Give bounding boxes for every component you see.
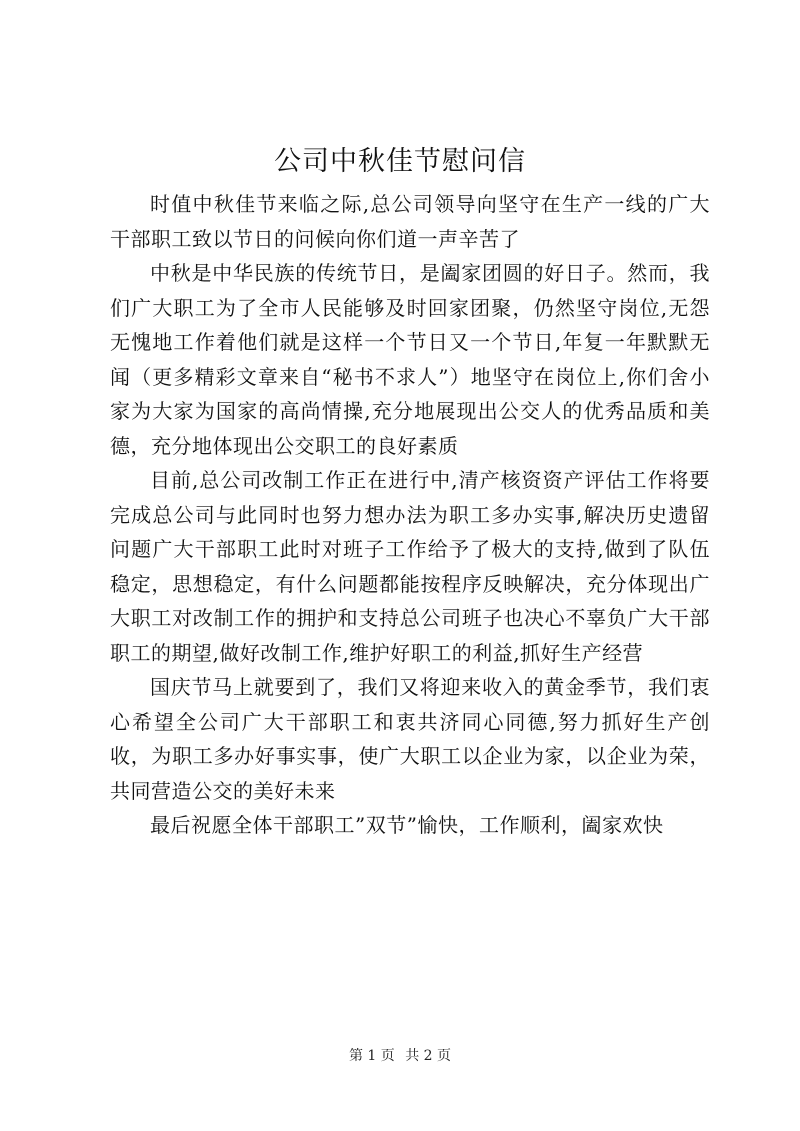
page-number: 第 1 页 xyxy=(348,1048,395,1064)
paragraph-greeting: 时值中秋佳节来临之际,总公司领导向坚守在生产一线的广大干部职工致以节日的问候向你们道一声辛苦了 xyxy=(110,192,710,251)
paragraph-mid-autumn: 中秋是中华民族的传统节日，是阖家团圆的好日子。然而，我们广大职工为了全市人民能够及时回家团聚，仍然坚守岗位,无怨无愧地工作着他们就是这样一个节日又一个节日,年复一年默默无闻（更多精彩文章来自“秘书不求人”）地坚守在岗位上,你们舍小家为大家为国家的高尚情操,充分地展现出公交人的优秀品质和美德，充分地体现出公交职工的良好素质 xyxy=(110,261,710,458)
paragraph-closing-wish: 最后祝愿全体干部职工”双节”愉快，工作顺利，阖家欢快 xyxy=(150,813,664,837)
paragraph-national-day: 国庆节马上就要到了，我们又将迎来收入的黄金季节，我们衷心希望全公司广大干部职工和衷共济同心同德,努力抓好生产创收，为职工多办好事实事，使广大职工以企业为家，以企业为荣，共同营造公交的美好未来 xyxy=(110,675,710,803)
paragraph-reform: 目前,总公司改制工作正在进行中,清产核资资产评估工作将要完成总公司与此同时也努力想办法为职工多办实事,解决历史遗留问题广大干部职工此时对班子工作给予了极大的支持,做到了队伍稳定，思想稳定，有什么问题都能按程序反映解决，充分体现出广大职工对改制工作的拥护和支持总公司班子也决心不辜负广大干部职工的期望,做好改制工作,维护好职工的利益,抓好生产经营 xyxy=(110,468,710,665)
page-total: 共 2 页 xyxy=(405,1048,452,1064)
page-footer xyxy=(0,1046,800,1066)
document-body xyxy=(110,187,710,843)
document-title: 公司中秋佳节慰问信 xyxy=(274,146,526,177)
